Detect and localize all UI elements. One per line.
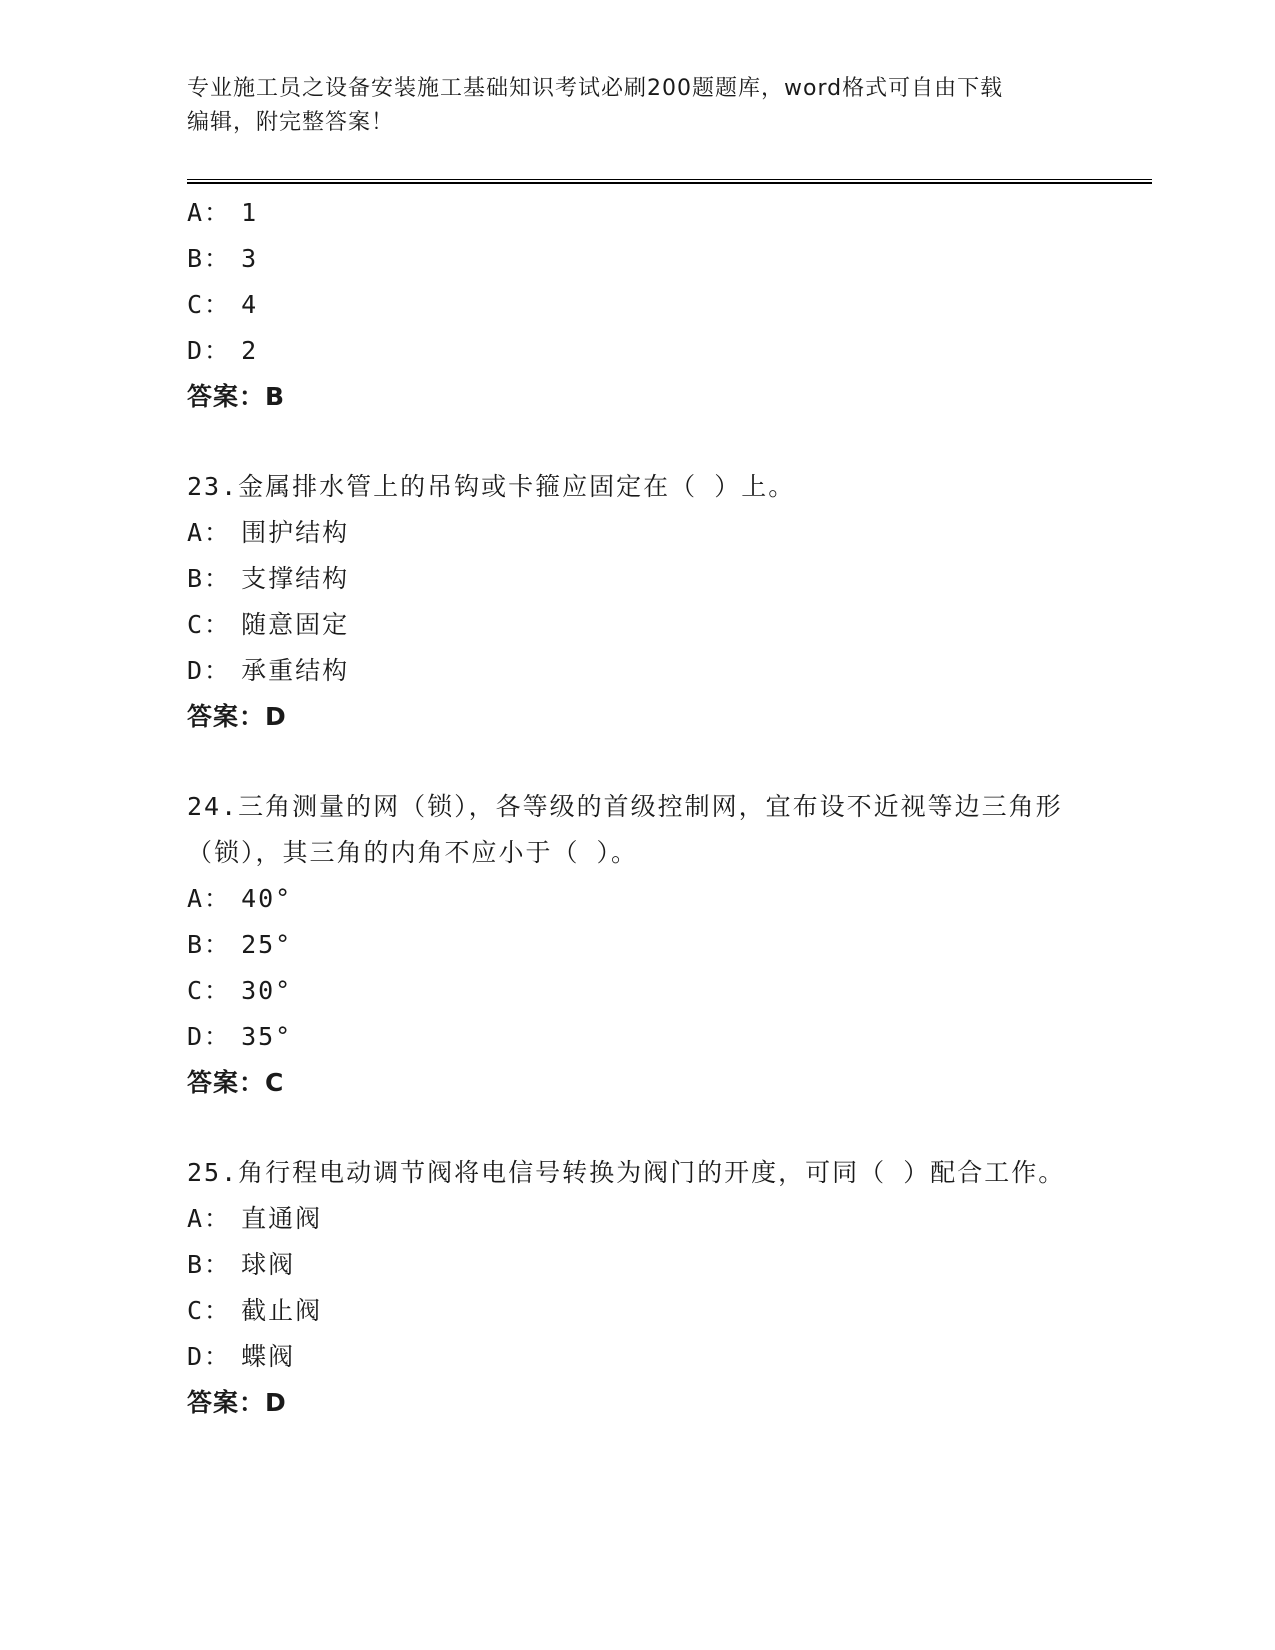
document-header — [187, 72, 1067, 140]
option-a — [187, 510, 1087, 556]
option-letter: A： — [187, 518, 232, 547]
option-b — [187, 236, 1087, 282]
option-letter: B： — [187, 930, 232, 959]
answer-line: 答案：D — [187, 702, 287, 731]
option-letter: D： — [187, 1022, 232, 1051]
header-divider-thick — [187, 182, 1152, 184]
option-a — [187, 876, 1087, 922]
option-letter: C： — [187, 1296, 232, 1325]
question-list — [187, 190, 1087, 1426]
header-divider-thin — [187, 179, 1152, 180]
option-c — [187, 602, 1087, 648]
option-text: 支撑结构 — [241, 564, 350, 593]
question-block-22 — [187, 190, 1087, 420]
option-d — [187, 1334, 1087, 1380]
option-text: 承重结构 — [241, 656, 350, 685]
option-text: 4 — [241, 290, 259, 319]
question-stem: 25.角行程电动调节阀将电信号转换为阀门的开度，可同（ ）配合工作。 — [187, 1158, 1066, 1187]
option-text: 3 — [241, 244, 259, 273]
question-stem: 24.三角测量的网（锁），各等级的首级控制网，宜布设不近视等边三角形（锁），其三角的内角不应小于（ ）。 — [187, 792, 1063, 867]
option-letter: C： — [187, 976, 232, 1005]
option-text: 随意固定 — [241, 610, 350, 639]
option-b — [187, 556, 1087, 602]
option-b — [187, 1242, 1087, 1288]
option-letter: B： — [187, 1250, 232, 1279]
option-letter: D： — [187, 656, 232, 685]
answer-line: 答案：C — [187, 1068, 285, 1097]
option-text: 截止阀 — [241, 1296, 323, 1325]
option-c — [187, 1288, 1087, 1334]
option-d — [187, 648, 1087, 694]
option-letter: C： — [187, 290, 232, 319]
option-text: 2 — [241, 336, 259, 365]
option-d — [187, 1014, 1087, 1060]
option-text: 35° — [241, 1022, 293, 1051]
option-text: 30° — [241, 976, 293, 1005]
question-block-25 — [187, 1150, 1087, 1426]
option-text: 蝶阀 — [241, 1342, 296, 1371]
option-text: 40° — [241, 884, 293, 913]
answer-line: 答案：D — [187, 1388, 287, 1417]
option-d — [187, 328, 1087, 374]
option-c — [187, 282, 1087, 328]
question-block-23 — [187, 464, 1087, 740]
question-block-24 — [187, 784, 1087, 1106]
option-c — [187, 968, 1087, 1014]
option-letter: A： — [187, 884, 232, 913]
answer-line: 答案：B — [187, 382, 286, 411]
option-letter: B： — [187, 564, 232, 593]
option-text: 直通阀 — [241, 1204, 323, 1233]
option-text: 25° — [241, 930, 293, 959]
option-text: 球阀 — [241, 1250, 296, 1279]
option-a — [187, 190, 1087, 236]
option-a — [187, 1196, 1087, 1242]
spacer — [187, 740, 1087, 784]
option-text: 围护结构 — [241, 518, 350, 547]
option-text: 1 — [241, 198, 259, 227]
header-title-line-2: 编辑，附完整答案！ — [187, 110, 395, 135]
spacer — [187, 420, 1087, 464]
option-b — [187, 922, 1087, 968]
option-letter: D： — [187, 1342, 232, 1371]
option-letter: C： — [187, 610, 232, 639]
spacer — [187, 1106, 1087, 1150]
question-stem: 23.金属排水管上的吊钩或卡箍应固定在（ ）上。 — [187, 472, 796, 501]
option-letter: D： — [187, 336, 232, 365]
option-letter: B： — [187, 244, 232, 273]
option-letter: A： — [187, 198, 232, 227]
option-letter: A： — [187, 1204, 232, 1233]
header-title-line-1: 专业施工员之设备安装施工基础知识考试必刷200题题库，word格式可自由下载 — [187, 76, 1004, 101]
